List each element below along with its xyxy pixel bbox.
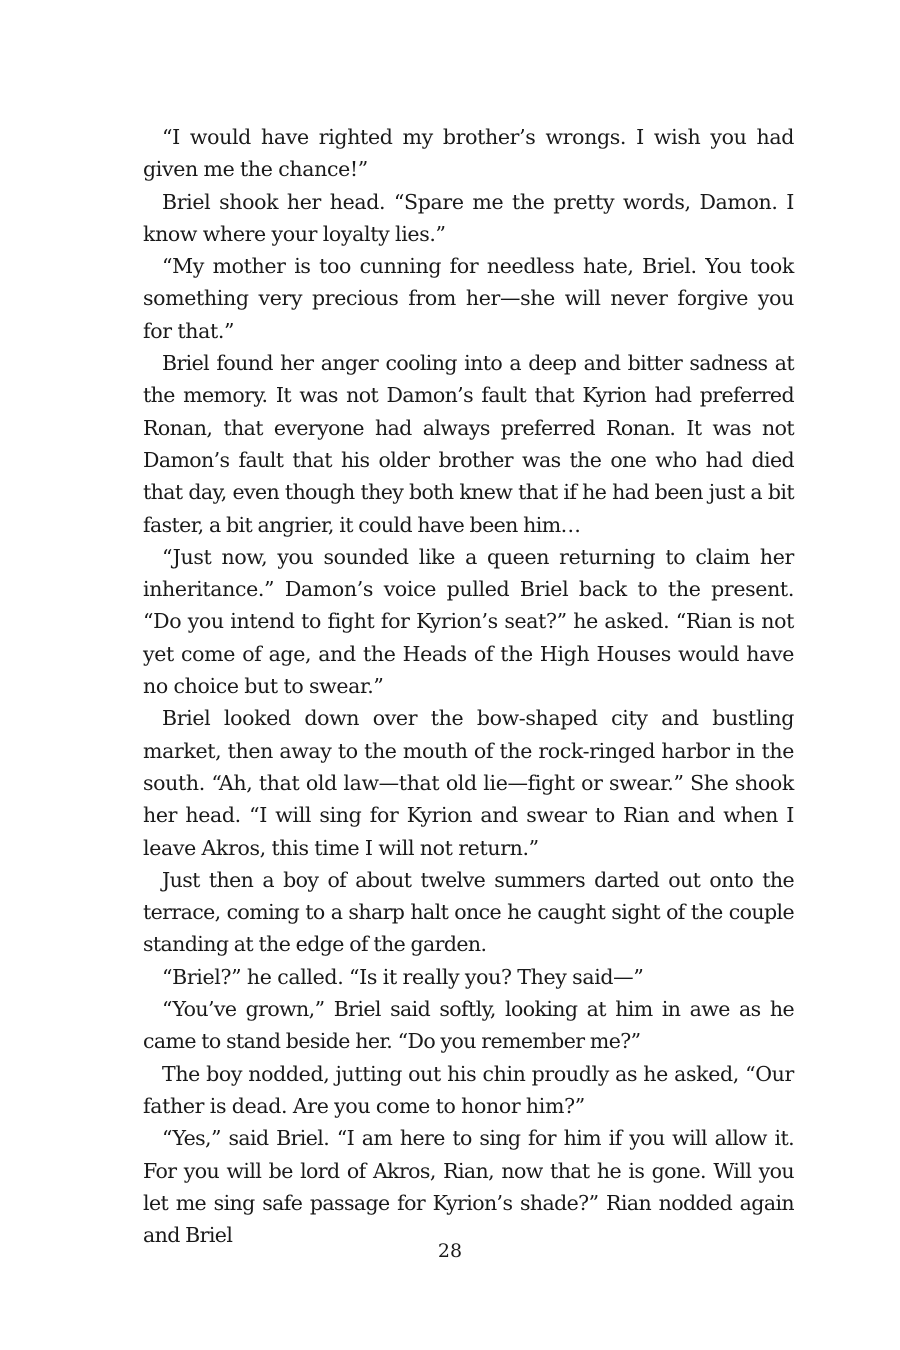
body-text [143,121,794,1251]
paragraph: “My mother is too cunning for needless hate, Briel. You took something very precious from her—she will never forgive you for that.” [143,254,794,343]
paragraph: “Briel?” he called. “Is it really you? They said—” [162,964,644,989]
paragraph: “I would have righted my brother’s wrongs. I wish you had given me the chance!” [143,125,794,182]
paragraph: Briel looked down over the bow-shaped city and bustling market, then away to the mouth of the rock-ringed harbor in the south. “Ah, that old law—that old lie—fight or swear.” She shook her head. “I will sing for Kyrion and swear to Rian and when I leave Akros, this time I will not return.” [143,706,794,860]
paragraph: The boy nodded, jutting out his chin proudly as he asked, “Our father is dead. Are you come to honor him?” [143,1061,794,1118]
paragraph: Briel shook her head. “Spare me the pretty words, Damon. I know where your loyalty lies.” [143,189,794,246]
page-number: 28 [437,1240,463,1262]
paragraph: “Just now, you sounded like a queen returning to claim her inheritance.” Damon’s voice pulled Briel back to the present. “Do you intend to fight for Kyrion’s seat?” he asked. “Rian is not yet come of age, and the Heads of the High Houses would have no choice but to swear.” [143,544,794,699]
paragraph: Just then a boy of about twelve summers darted out onto the terrace, coming to a sharp halt once he caught sight of the couple standing at the edge of the garden. [143,867,794,957]
paragraph: Briel found her anger cooling into a deep and bitter sadness at the memory. It was not Damon’s fault that Kyrion had preferred Ronan, that everyone had always preferred Ronan. It was not Damon’s fault that his older brother was the one who had died that day, even though they both knew that if he had been just a bit faster, a bit angrier, it could have been him… [143,351,794,537]
paragraph: “You’ve grown,” Briel said softly, looking at him in awe as he came to stand beside her. “Do you remember me?” [143,997,794,1054]
paragraph: “Yes,” said Briel. “I am here to sing for him if you will allow it. For you will be lord of Akros, Rian, now that he is gone. Will you let me sing safe passage for Kyrion’s shade?” Rian nodded again and Briel [143,1126,794,1248]
